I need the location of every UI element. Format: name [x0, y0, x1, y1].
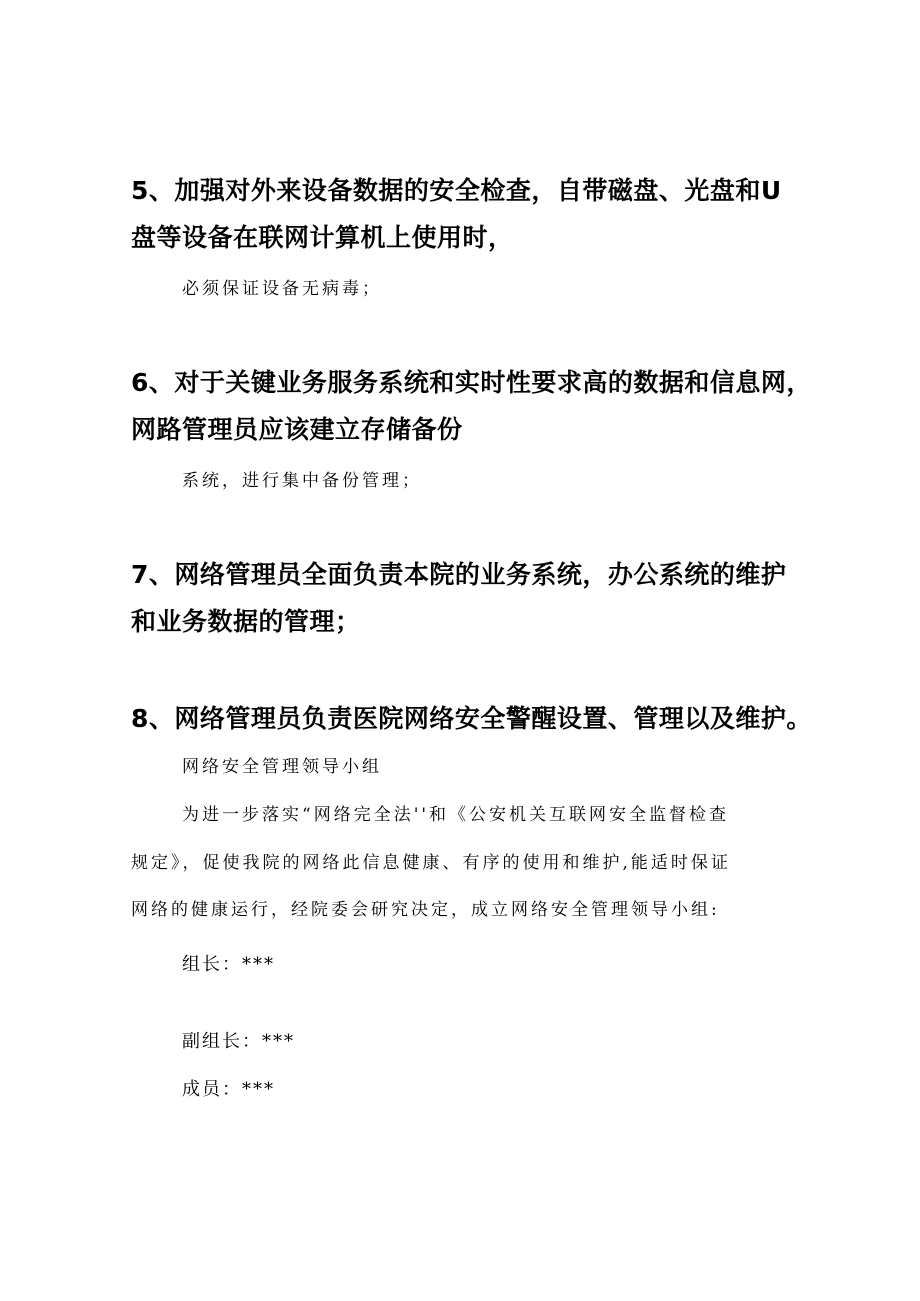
item-6-line-1: 6、对于关键业务服务系统和实时性要求高的数据和信息网， — [131, 368, 812, 397]
deputy-leader-line: 副组长：*** — [182, 1031, 295, 1052]
item-7-line-2: 和业务数据的管理； — [131, 607, 361, 636]
leader-line: 组长：*** — [182, 954, 275, 975]
item-5-line-2: 盘等设备在联网计算机上使用时， — [131, 223, 514, 252]
item-8-line-1: 8、网络管理员负责医院网络安全警醒设置、管理以及维护。 — [131, 704, 812, 733]
item-6-continuation: 系统，进行集中备份管理； — [182, 471, 422, 491]
section-paragraph-line-3: 网络的健康运行，经院委会研究决定，成立网络安全管理领导小组: — [131, 900, 720, 920]
item-7-line-1: 7、网络管理员全面负责本院的业务系统，办公系统的维护 — [131, 560, 787, 589]
item-6-line-2: 网路管理员应该建立存储备份 — [131, 415, 463, 444]
section-paragraph-line-1: 为进一步落实“网络完全法''和《公安机关互联网安全监督检查 — [182, 805, 730, 825]
section-paragraph-line-2: 规定》，促使我院的网络此信息健康、有序的使用和维护,能适时保证 — [131, 853, 731, 873]
item-5-continuation: 必须保证设备无病毒； — [182, 279, 382, 299]
item-5-line-1: 5、加强对外来设备数据的安全检查，自带磁盘、光盘和U — [131, 176, 782, 205]
members-line: 成员：*** — [182, 1079, 275, 1100]
section-title: 网络安全管理领导小组 — [182, 757, 382, 777]
